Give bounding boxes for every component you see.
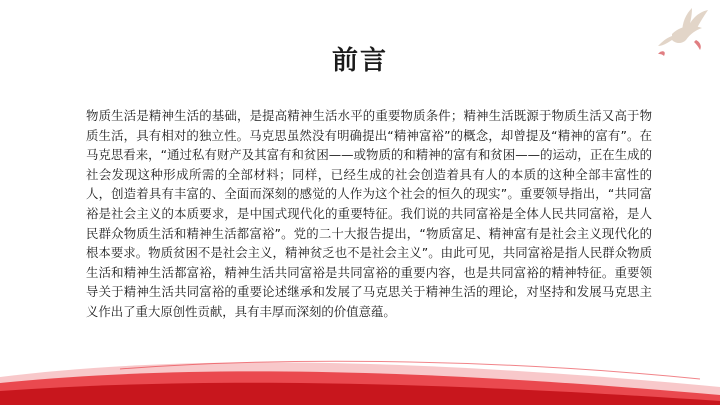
body-paragraph: 物质生活是精神生活的基础，是提高精神生活水平的重要物质条件；精神生活既源于物质生活又高于物质生活，具有相对的独立性。马克思虽然没有明确提出“精神富裕”的概念，却曾提及“精神的富有”。在马克思看来，“通过私有财产及其富有和贫困——或物质的和精神的富有和贫困——的运动，正在生成的社会发现这种形成所需的全部材料；同样，已经生成的社会创造着具有人的本质的这种全部丰富性的人，创造着具有丰富的、全面而深刻的感觉的人作为这个社会的恒久的现实”。重要领导指出，“共同富裕是社会主义的本质要求，是中国式现代化的重要特征。我们说的共同富裕是全体人民共同富裕，是人民群众物质生活和精神生活都富裕”。党的二十大报告提出，“物质富足、精神富有是社会主义现代化的根本要求。物质贫困不是社会主义，精神贫乏也不是社会主义”。由此可见，共同富裕是指人民群众物质生活和精神生活都富裕，精神生活共同富裕是共同富裕的重要内容，也是共同富裕的精神特征。重要领导关于精神生活共同富裕的重要论述继承和发展了马克思关于精神生活的理论，对坚持和发展马克思主义作出了重大原创性贡献，具有丰厚而深刻的价值意蕴。	[86, 108, 652, 319]
bottom-swoosh	[0, 349, 720, 405]
page-title: 前言	[331, 46, 388, 76]
